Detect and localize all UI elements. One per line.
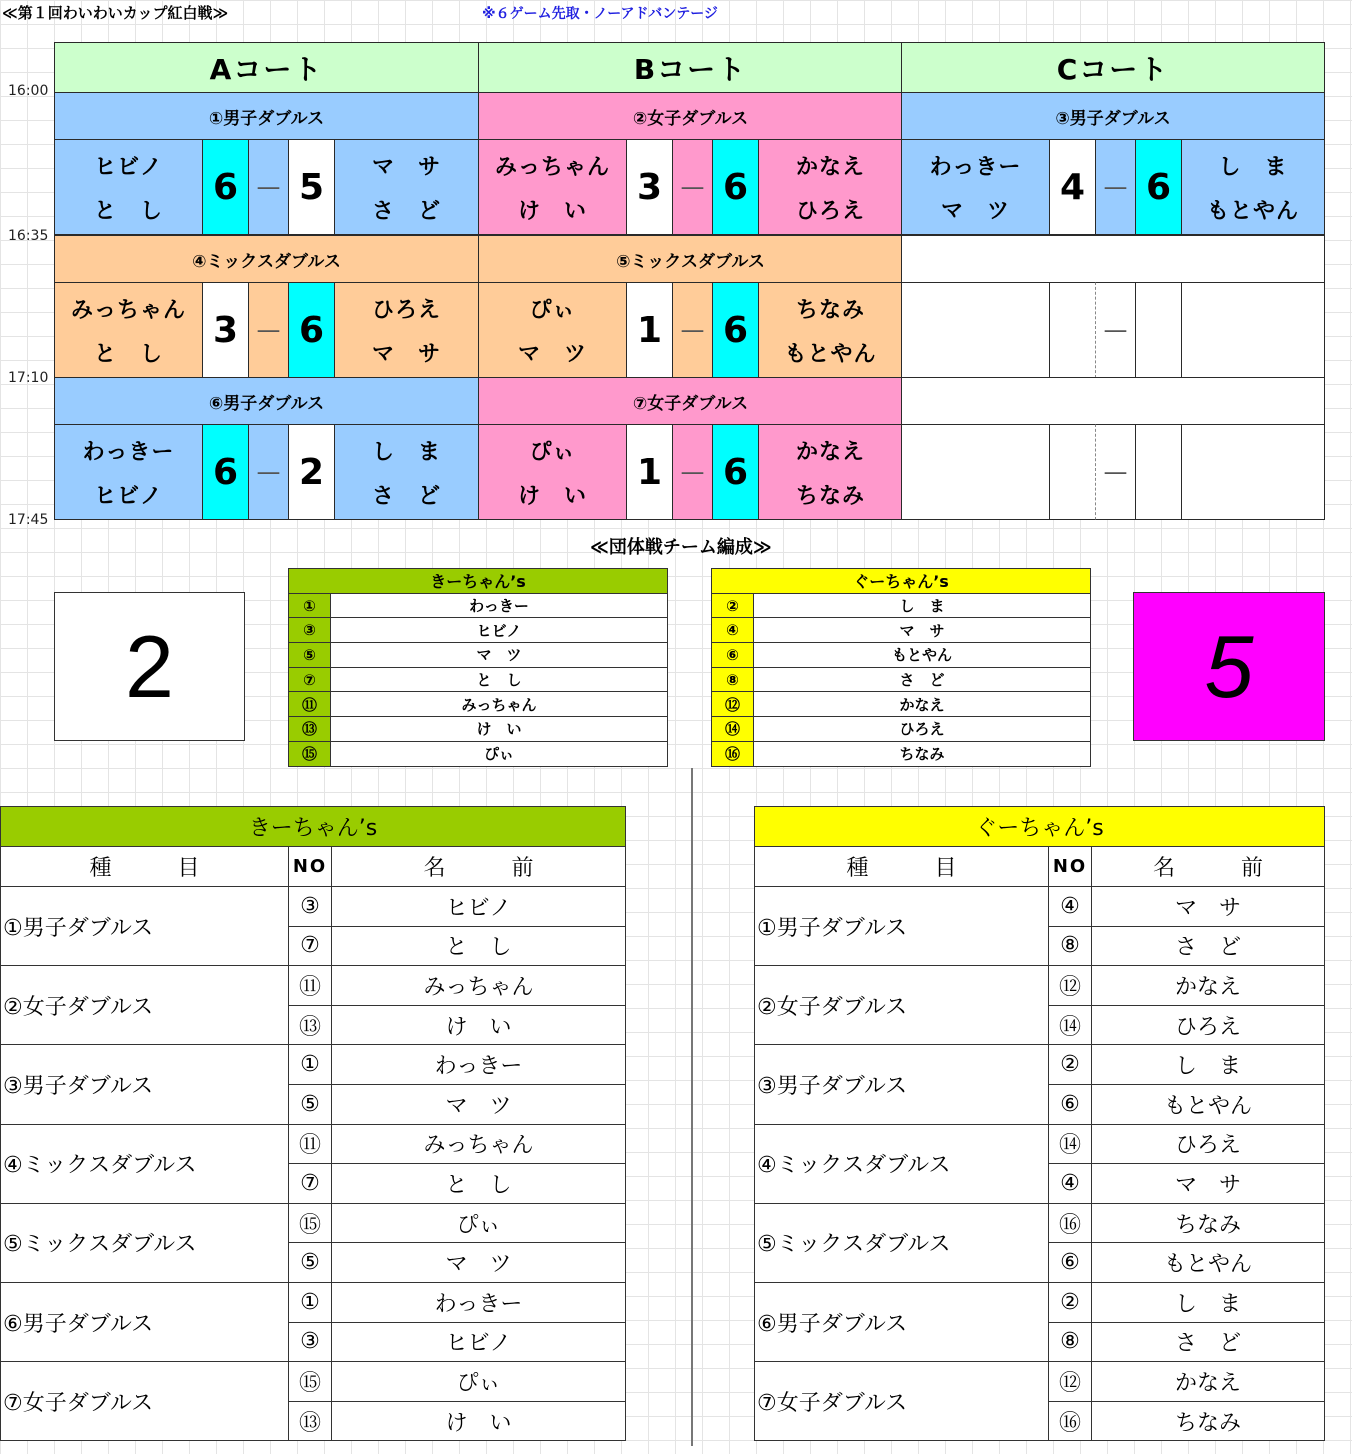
lineup-event: ⑤ミックスダブルス	[1, 1203, 289, 1282]
lineup-event: ③男子ダブルス	[755, 1045, 1049, 1124]
lineup-player-number: ⑤	[289, 1084, 332, 1124]
roster-row	[289, 618, 668, 643]
lineup-header-event: 種 目	[755, 847, 1049, 887]
player-pair-left	[901, 424, 1050, 520]
player-name: わっきー	[929, 154, 1022, 180]
roster-row	[289, 741, 668, 766]
lineup-player-name: かなえ	[1092, 966, 1325, 1006]
member-number: ⑫	[712, 692, 754, 717]
lineup-player-name: わっきー	[332, 1282, 626, 1322]
lineup-player-number: ⑮	[289, 1203, 332, 1243]
player-pair-left	[54, 139, 203, 235]
member-name: マ サ	[754, 618, 1091, 643]
score-right: 6	[712, 282, 759, 378]
lineup-player-name: ひろえ	[1092, 1005, 1325, 1045]
lineup-event: ⑤ミックスダブルス	[755, 1203, 1049, 1282]
score-left: 4	[1049, 139, 1096, 235]
lineup-player-name: と し	[332, 926, 626, 966]
roster-row	[712, 692, 1091, 717]
lineup-player-number: ③	[289, 1322, 332, 1362]
lineup-player-name: マ ツ	[332, 1084, 626, 1124]
player-pair-left	[54, 282, 203, 378]
lineup-player-name: みっちゃん	[332, 1124, 626, 1164]
member-number: ⑪	[289, 692, 331, 717]
player-name: ヒビノ	[94, 154, 163, 180]
player-name: ちなみ	[795, 483, 865, 509]
lineup-player-number: ⑭	[1049, 1005, 1092, 1045]
member-name: さ ど	[754, 667, 1091, 692]
member-number: ③	[289, 618, 331, 643]
player-pair-right	[334, 282, 479, 378]
team-left-lineup	[0, 806, 626, 1441]
member-name: わっきー	[331, 593, 668, 618]
lineup-row	[755, 1045, 1325, 1085]
lineup-player-number: ⑦	[289, 926, 332, 966]
team-left-roster	[288, 568, 668, 767]
lineup-event: ①男子ダブルス	[755, 887, 1049, 966]
time-label: 17:10	[8, 370, 49, 386]
player-name: マ サ	[371, 154, 441, 180]
lineup-player-name: マ サ	[1092, 887, 1325, 927]
lineup-player-number: ⑧	[1049, 926, 1092, 966]
lineup-header-name: 名 前	[1092, 847, 1325, 887]
rule-note: ※６ゲーム先取・ノーアドバンテージ	[482, 6, 718, 22]
score-right: 6	[712, 424, 759, 520]
member-number: ⑬	[289, 717, 331, 742]
event-header	[901, 235, 1325, 283]
player-name: し ま	[1218, 154, 1288, 180]
event-header: ②女子ダブルス	[478, 92, 903, 140]
lineup-row	[1, 1045, 626, 1085]
lineup-player-name: け い	[332, 1401, 626, 1441]
lineup-team-name: ぐーちゃん’s	[755, 807, 1325, 847]
lineup-header-row	[1, 847, 626, 887]
member-name: ちなみ	[754, 741, 1091, 766]
player-name: わっきー	[82, 439, 175, 465]
score-left	[1049, 424, 1096, 520]
member-number: ⑤	[289, 643, 331, 668]
member-name: かなえ	[754, 692, 1091, 717]
player-pair-right	[1181, 424, 1325, 520]
player-pair-left	[901, 282, 1050, 378]
roster-row	[289, 667, 668, 692]
player-pair-left	[478, 282, 627, 378]
player-pair-right	[334, 424, 479, 520]
player-name: ひろえ	[795, 198, 865, 224]
lineup-player-number: ⑬	[289, 1401, 332, 1441]
score-separator: —	[672, 282, 713, 378]
roster-row	[289, 717, 668, 742]
event-header	[901, 377, 1325, 425]
player-pair-right	[334, 139, 479, 235]
team-right-total-score: 5	[1133, 592, 1325, 741]
roster-row	[712, 741, 1091, 766]
member-name: と し	[331, 667, 668, 692]
lineup-player-number: ⑬	[289, 1005, 332, 1045]
player-name: ヒビノ	[94, 483, 163, 509]
lineup-player-number: ①	[289, 1282, 332, 1322]
score-left: 6	[202, 139, 249, 235]
player-name: みっちゃん	[70, 297, 186, 323]
roster-row	[289, 593, 668, 618]
lineup-event: ④ミックスダブルス	[1, 1124, 289, 1203]
score-separator: —	[672, 424, 713, 520]
lineup-event: ⑦女子ダブルス	[755, 1362, 1049, 1441]
player-name: マ サ	[371, 341, 441, 367]
lineup-player-number: ④	[1049, 1164, 1092, 1204]
lineup-row	[1, 1124, 626, 1164]
score-left: 3	[626, 139, 673, 235]
roster-row	[712, 717, 1091, 742]
lineup-player-name: ちなみ	[1092, 1401, 1325, 1441]
player-name: け い	[517, 483, 587, 509]
lineup-player-name: マ サ	[1092, 1164, 1325, 1204]
lineup-event: ④ミックスダブルス	[755, 1124, 1049, 1203]
lineup-player-name: し ま	[1092, 1282, 1325, 1322]
lineup-player-name: わっきー	[332, 1045, 626, 1085]
court-header: Aコート	[54, 42, 479, 93]
player-pair-left	[54, 424, 203, 520]
member-number: ⑭	[712, 717, 754, 742]
lineup-row	[1, 1203, 626, 1243]
score-separator: —	[248, 282, 289, 378]
member-number: ⑥	[712, 643, 754, 668]
lineup-player-name: ちなみ	[1092, 1203, 1325, 1243]
team-section-title: ≪団体戦チーム編成≫	[590, 537, 772, 558]
event-header: ④ミックスダブルス	[54, 235, 479, 283]
lineup-row	[755, 887, 1325, 927]
roster-row	[712, 667, 1091, 692]
lineup-player-name: ぴぃ	[332, 1203, 626, 1243]
player-name: さ ど	[371, 483, 441, 509]
player-name: と し	[93, 198, 163, 224]
member-number: ⑯	[712, 741, 754, 766]
lineup-row	[1, 1282, 626, 1322]
time-label: 17:45	[8, 512, 49, 528]
roster-team-name: きーちゃん’s	[289, 569, 668, 594]
roster-header-row	[712, 569, 1091, 594]
lineup-header-row	[755, 847, 1325, 887]
lineup-row	[755, 1124, 1325, 1164]
lineup-team-name: きーちゃん’s	[1, 807, 626, 847]
lineup-player-number: ⑪	[289, 1124, 332, 1164]
player-name: マ ツ	[517, 341, 587, 367]
player-pair-right	[1181, 139, 1325, 235]
lineup-player-name: し ま	[1092, 1045, 1325, 1085]
lineup-row	[755, 966, 1325, 1006]
lineup-row	[1, 966, 626, 1006]
roster-row	[712, 618, 1091, 643]
lineup-player-number: ⑯	[1049, 1203, 1092, 1243]
player-name: し ま	[371, 439, 441, 465]
lineup-row	[755, 1282, 1325, 1322]
roster-row	[289, 692, 668, 717]
player-name: マ ツ	[940, 198, 1010, 224]
lineup-event: ②女子ダブルス	[1, 966, 289, 1045]
player-name: もとやん	[1206, 198, 1299, 224]
member-name: マ ツ	[331, 643, 668, 668]
player-name: ぴぃ	[529, 297, 576, 323]
score-left	[1049, 282, 1096, 378]
member-name: ひろえ	[754, 717, 1091, 742]
lineup-event: ⑥男子ダブルス	[1, 1282, 289, 1361]
roster-row	[712, 643, 1091, 668]
player-pair-left	[478, 424, 627, 520]
lineup-event: ⑦女子ダブルス	[1, 1362, 289, 1441]
lineup-player-number: ⑦	[289, 1164, 332, 1204]
lineup-row	[755, 1362, 1325, 1402]
roster-header-row	[289, 569, 668, 594]
lineup-title-row	[755, 807, 1325, 847]
member-name: もとやん	[754, 643, 1091, 668]
score-right	[1135, 282, 1182, 378]
lineup-header-name: 名 前	[332, 847, 626, 887]
member-number: ⑦	[289, 667, 331, 692]
lineup-player-number: ⑫	[1049, 1362, 1092, 1402]
roster-team-name: ぐーちゃん’s	[712, 569, 1091, 594]
member-number: ②	[712, 593, 754, 618]
player-name: ひろえ	[371, 297, 441, 323]
score-separator: —	[248, 424, 289, 520]
score-left: 3	[202, 282, 249, 378]
score-right: 6	[288, 282, 335, 378]
member-name: みっちゃん	[331, 692, 668, 717]
time-label: 16:35	[8, 228, 49, 244]
lineup-player-name: かなえ	[1092, 1362, 1325, 1402]
lineup-title-row	[1, 807, 626, 847]
team-right-roster	[711, 568, 1091, 767]
lineup-player-name: もとやん	[1092, 1243, 1325, 1283]
page-title: ≪第１回わいわいカップ紅白戦≫	[2, 4, 229, 22]
player-name: さ ど	[371, 198, 441, 224]
lineup-player-name: と し	[332, 1164, 626, 1204]
member-number: ⑧	[712, 667, 754, 692]
player-name: け い	[517, 198, 587, 224]
lineup-event: ②女子ダブルス	[755, 966, 1049, 1045]
time-label: 16:00	[8, 83, 49, 99]
event-header: ⑦女子ダブルス	[478, 377, 903, 425]
lineup-player-name: け い	[332, 1005, 626, 1045]
player-pair-left	[478, 139, 627, 235]
lineup-player-number: ⑯	[1049, 1401, 1092, 1441]
member-number: ⑮	[289, 741, 331, 766]
lineup-header-no: NO	[1049, 847, 1092, 887]
member-name: ヒビノ	[331, 618, 668, 643]
lineup-event: ③男子ダブルス	[1, 1045, 289, 1124]
lineup-player-number: ⑤	[289, 1243, 332, 1283]
member-name: け い	[331, 717, 668, 742]
score-right	[1135, 424, 1182, 520]
lineup-player-name: さ ど	[1092, 926, 1325, 966]
lineup-row	[1, 887, 626, 927]
player-name: ちなみ	[795, 297, 865, 323]
player-name: みっちゃん	[494, 154, 610, 180]
score-right: 2	[288, 424, 335, 520]
lineup-player-number: ⑥	[1049, 1243, 1092, 1283]
lineup-player-name: さ ど	[1092, 1322, 1325, 1362]
lineup-player-number: ⑭	[1049, 1124, 1092, 1164]
member-name: ぴぃ	[331, 741, 668, 766]
lineup-row	[755, 1203, 1325, 1243]
player-name: かなえ	[795, 439, 865, 465]
score-right: 6	[1135, 139, 1182, 235]
section-divider	[691, 768, 693, 1446]
lineup-player-name: もとやん	[1092, 1084, 1325, 1124]
team-right-lineup	[754, 806, 1325, 1441]
member-number: ④	[712, 618, 754, 643]
score-separator: —	[1095, 139, 1136, 235]
lineup-player-name: ヒビノ	[332, 1322, 626, 1362]
player-pair-right	[758, 282, 903, 378]
score-separator: —	[672, 139, 713, 235]
lineup-header-event: 種 目	[1, 847, 289, 887]
event-header: ⑥男子ダブルス	[54, 377, 479, 425]
court-header: Bコート	[478, 42, 903, 93]
lineup-player-number: ③	[289, 887, 332, 927]
event-header: ①男子ダブルス	[54, 92, 479, 140]
lineup-player-number: ⑮	[289, 1362, 332, 1402]
lineup-player-name: みっちゃん	[332, 966, 626, 1006]
team-left-total-score: 2	[54, 592, 245, 741]
player-name: かなえ	[795, 154, 865, 180]
score-left: 1	[626, 282, 673, 378]
score-left: 1	[626, 424, 673, 520]
lineup-player-number: ②	[1049, 1282, 1092, 1322]
player-name: と し	[93, 341, 163, 367]
lineup-player-number: ⑧	[1049, 1322, 1092, 1362]
lineup-player-number: ⑫	[1049, 966, 1092, 1006]
event-header: ⑤ミックスダブルス	[478, 235, 903, 283]
score-right: 5	[288, 139, 335, 235]
score-left: 6	[202, 424, 249, 520]
lineup-header-no: NO	[289, 847, 332, 887]
member-name: し ま	[754, 593, 1091, 618]
lineup-player-number: ⑥	[1049, 1084, 1092, 1124]
lineup-row	[1, 1362, 626, 1402]
player-pair-left	[901, 139, 1050, 235]
member-number: ①	[289, 593, 331, 618]
lineup-event: ①男子ダブルス	[1, 887, 289, 966]
lineup-player-name: ヒビノ	[332, 887, 626, 927]
player-pair-right	[758, 139, 903, 235]
score-separator: —	[1095, 282, 1136, 378]
lineup-player-number: ④	[1049, 887, 1092, 927]
roster-row	[712, 593, 1091, 618]
lineup-player-number: ②	[1049, 1045, 1092, 1085]
score-separator: —	[1095, 424, 1136, 520]
lineup-event: ⑥男子ダブルス	[755, 1282, 1049, 1361]
court-header: Cコート	[901, 42, 1325, 93]
player-name: ぴぃ	[529, 439, 576, 465]
score-separator: —	[248, 139, 289, 235]
player-name: もとやん	[784, 341, 877, 367]
lineup-player-number: ⑪	[289, 966, 332, 1006]
lineup-player-name: ひろえ	[1092, 1124, 1325, 1164]
player-pair-right	[758, 424, 903, 520]
lineup-player-name: マ ツ	[332, 1243, 626, 1283]
score-right: 6	[712, 139, 759, 235]
lineup-player-name: ぴぃ	[332, 1362, 626, 1402]
player-pair-right	[1181, 282, 1325, 378]
roster-row	[289, 643, 668, 668]
lineup-player-number: ①	[289, 1045, 332, 1085]
event-header: ③男子ダブルス	[901, 92, 1325, 140]
